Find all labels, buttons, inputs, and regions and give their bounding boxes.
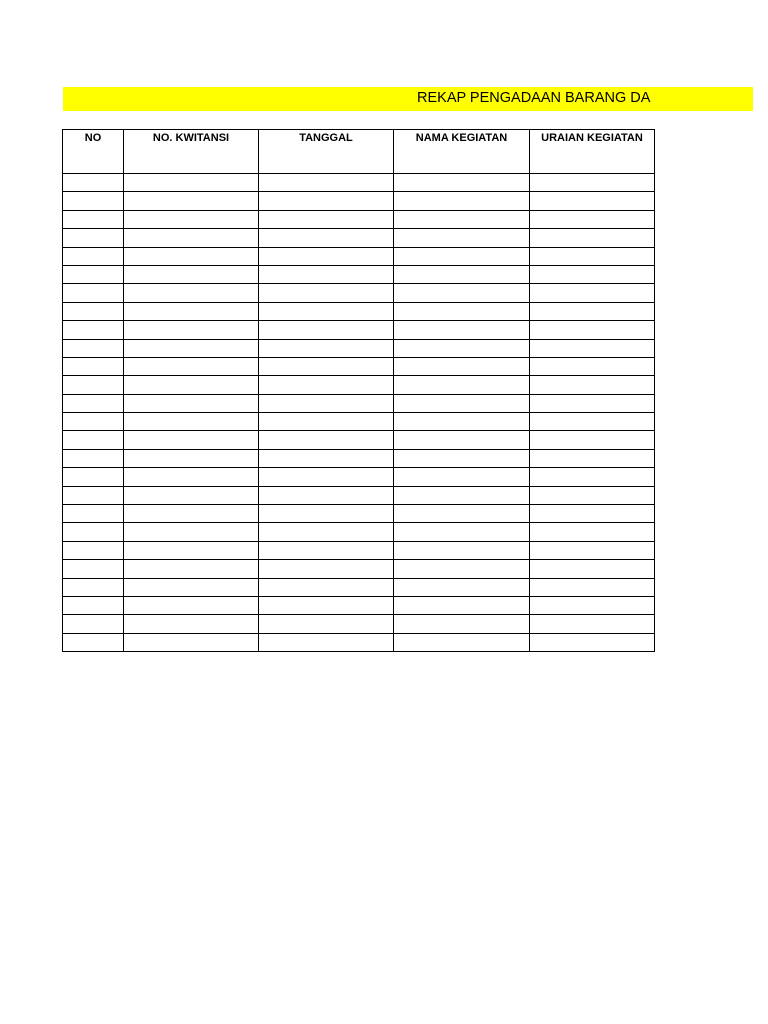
table-cell[interactable] — [63, 560, 124, 578]
table-cell[interactable] — [63, 247, 124, 265]
table-cell[interactable] — [63, 394, 124, 412]
table-cell[interactable] — [124, 413, 259, 431]
table-cell[interactable] — [124, 321, 259, 339]
table-cell[interactable] — [530, 523, 655, 541]
table-cell[interactable] — [259, 376, 394, 394]
table-cell[interactable] — [63, 284, 124, 302]
title-banner — [63, 87, 753, 111]
table-cell[interactable] — [124, 578, 259, 596]
table-cell[interactable] — [259, 560, 394, 578]
table-row — [63, 302, 655, 320]
table-row — [63, 578, 655, 596]
table-cell[interactable] — [394, 541, 530, 559]
table-cell[interactable] — [124, 596, 259, 614]
table-row — [63, 449, 655, 467]
table-row — [63, 486, 655, 504]
table-cell[interactable] — [63, 302, 124, 320]
table-cell[interactable] — [124, 265, 259, 283]
table-row — [63, 339, 655, 357]
table-cell[interactable] — [63, 486, 124, 504]
table-cell[interactable] — [530, 376, 655, 394]
table-cell[interactable] — [394, 265, 530, 283]
table-row — [63, 468, 655, 486]
table-cell[interactable] — [259, 321, 394, 339]
table-cell[interactable] — [394, 229, 530, 247]
table-cell[interactable] — [394, 560, 530, 578]
table-row — [63, 596, 655, 614]
table-cell[interactable] — [530, 339, 655, 357]
table-cell[interactable] — [63, 431, 124, 449]
table-row — [63, 633, 655, 651]
table-cell[interactable] — [394, 413, 530, 431]
table-cell[interactable] — [259, 413, 394, 431]
recap-table — [62, 129, 655, 652]
table-row — [63, 541, 655, 559]
table-cell[interactable] — [63, 357, 124, 375]
table-cell[interactable] — [530, 541, 655, 559]
table-cell[interactable] — [394, 247, 530, 265]
table-cell[interactable] — [394, 431, 530, 449]
table-cell[interactable] — [394, 302, 530, 320]
table-cell[interactable] — [259, 339, 394, 357]
table-cell[interactable] — [63, 339, 124, 357]
table-cell[interactable] — [63, 633, 124, 651]
table-cell[interactable] — [530, 357, 655, 375]
table-cell[interactable] — [259, 284, 394, 302]
table-cell[interactable] — [259, 633, 394, 651]
table-cell[interactable] — [124, 339, 259, 357]
table-cell[interactable] — [124, 449, 259, 467]
table-cell[interactable] — [394, 505, 530, 523]
table-cell[interactable] — [259, 394, 394, 412]
table-cell[interactable] — [259, 247, 394, 265]
table-cell[interactable] — [259, 541, 394, 559]
table-cell[interactable] — [394, 284, 530, 302]
table-cell[interactable] — [124, 560, 259, 578]
table-cell[interactable] — [124, 174, 259, 192]
table-row — [63, 321, 655, 339]
table-cell[interactable] — [259, 174, 394, 192]
table-cell[interactable] — [124, 284, 259, 302]
table-cell[interactable] — [259, 578, 394, 596]
table-cell[interactable] — [124, 468, 259, 486]
table-cell[interactable] — [530, 560, 655, 578]
table-row — [63, 615, 655, 633]
table-cell[interactable] — [530, 633, 655, 651]
table-row — [63, 247, 655, 265]
table-cell[interactable] — [394, 633, 530, 651]
table-cell[interactable] — [530, 265, 655, 283]
table-cell[interactable] — [124, 376, 259, 394]
table-cell[interactable] — [530, 486, 655, 504]
table-cell[interactable] — [394, 321, 530, 339]
table-cell[interactable] — [530, 596, 655, 614]
table-cell[interactable] — [124, 247, 259, 265]
table-cell[interactable] — [259, 210, 394, 228]
table-cell[interactable] — [124, 229, 259, 247]
table-header-row — [63, 130, 655, 174]
table-cell[interactable] — [63, 265, 124, 283]
table-cell[interactable] — [124, 505, 259, 523]
table-cell[interactable] — [394, 174, 530, 192]
table-row — [63, 210, 655, 228]
table-cell[interactable] — [63, 210, 124, 228]
table-cell[interactable] — [530, 413, 655, 431]
table-cell[interactable] — [259, 192, 394, 210]
table-cell[interactable] — [394, 523, 530, 541]
table-cell[interactable] — [530, 468, 655, 486]
table-cell[interactable] — [63, 413, 124, 431]
table-cell[interactable] — [124, 486, 259, 504]
table-cell[interactable] — [63, 321, 124, 339]
table-cell[interactable] — [259, 505, 394, 523]
table-cell[interactable] — [394, 578, 530, 596]
table-cell[interactable] — [124, 431, 259, 449]
table-cell[interactable] — [259, 431, 394, 449]
header-no-kwitansi: NO. KWITANSI — [124, 130, 259, 174]
table-cell[interactable] — [394, 357, 530, 375]
table-cell[interactable] — [394, 449, 530, 467]
table-cell[interactable] — [124, 615, 259, 633]
header-no: NO — [63, 130, 124, 174]
table-row — [63, 265, 655, 283]
table-row — [63, 229, 655, 247]
table-cell[interactable] — [530, 578, 655, 596]
table-cell[interactable] — [259, 486, 394, 504]
table-cell[interactable] — [530, 394, 655, 412]
table-cell[interactable] — [394, 486, 530, 504]
table-cell[interactable] — [530, 321, 655, 339]
table-body — [63, 174, 655, 652]
table-cell[interactable] — [530, 284, 655, 302]
table-cell[interactable] — [124, 541, 259, 559]
page-title: REKAP PENGADAAN BARANG DA — [417, 90, 651, 106]
table-cell[interactable] — [124, 302, 259, 320]
table-cell[interactable] — [259, 523, 394, 541]
table-row — [63, 505, 655, 523]
table-cell[interactable] — [394, 192, 530, 210]
table-cell[interactable] — [394, 468, 530, 486]
header-uraian-kegiatan: URAIAN KEGIATAN — [530, 130, 655, 174]
table-row — [63, 560, 655, 578]
table-cell[interactable] — [63, 505, 124, 523]
table-row — [63, 413, 655, 431]
table-cell[interactable] — [259, 615, 394, 633]
table-cell[interactable] — [124, 523, 259, 541]
table-row — [63, 431, 655, 449]
table-cell[interactable] — [530, 210, 655, 228]
table-cell[interactable] — [259, 449, 394, 467]
table-row — [63, 376, 655, 394]
table-cell[interactable] — [530, 192, 655, 210]
header-nama-kegiatan: NAMA KEGIATAN — [394, 130, 530, 174]
table-cell[interactable] — [259, 265, 394, 283]
table-cell[interactable] — [530, 302, 655, 320]
table-cell[interactable] — [63, 596, 124, 614]
table-cell[interactable] — [394, 596, 530, 614]
table-cell[interactable] — [63, 523, 124, 541]
table-cell[interactable] — [124, 394, 259, 412]
table-cell[interactable] — [394, 615, 530, 633]
table-cell[interactable] — [124, 357, 259, 375]
table-row — [63, 357, 655, 375]
table-cell[interactable] — [63, 541, 124, 559]
table-cell[interactable] — [63, 192, 124, 210]
table-row — [63, 394, 655, 412]
table-row — [63, 192, 655, 210]
table-cell[interactable] — [63, 229, 124, 247]
table-cell[interactable] — [63, 449, 124, 467]
table-cell[interactable] — [259, 468, 394, 486]
table-cell[interactable] — [530, 449, 655, 467]
table-cell[interactable] — [259, 229, 394, 247]
table-cell[interactable] — [530, 615, 655, 633]
table-row — [63, 174, 655, 192]
table-cell[interactable] — [394, 394, 530, 412]
table-cell[interactable] — [259, 596, 394, 614]
header-tanggal: TANGGAL — [259, 130, 394, 174]
table-row — [63, 523, 655, 541]
table-cell[interactable] — [63, 376, 124, 394]
table-cell[interactable] — [63, 174, 124, 192]
table-cell[interactable] — [530, 431, 655, 449]
table-cell[interactable] — [259, 357, 394, 375]
table-cell[interactable] — [259, 302, 394, 320]
table-cell[interactable] — [63, 578, 124, 596]
table-cell[interactable] — [394, 210, 530, 228]
table-cell[interactable] — [124, 210, 259, 228]
table-cell[interactable] — [530, 247, 655, 265]
table-cell[interactable] — [124, 633, 259, 651]
table-cell[interactable] — [394, 376, 530, 394]
table-cell[interactable] — [530, 229, 655, 247]
table-cell[interactable] — [63, 468, 124, 486]
table-row — [63, 284, 655, 302]
table-cell[interactable] — [124, 192, 259, 210]
table-cell[interactable] — [530, 174, 655, 192]
table-cell[interactable] — [394, 339, 530, 357]
table-cell[interactable] — [63, 615, 124, 633]
table-cell[interactable] — [530, 505, 655, 523]
